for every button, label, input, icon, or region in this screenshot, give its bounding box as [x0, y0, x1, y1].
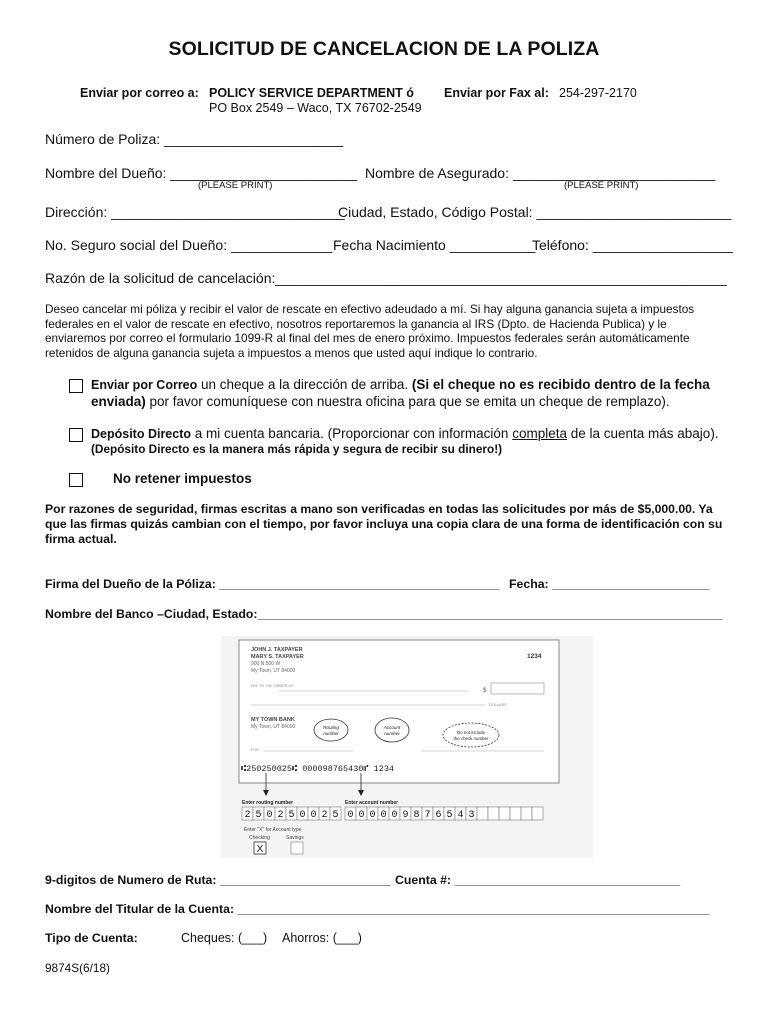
please-print-hint: (PLEASE PRINT) — [564, 180, 639, 191]
savings-box — [291, 842, 303, 854]
mail-check-checkbox[interactable] — [69, 379, 83, 393]
mail-option-warning: (Si el cheque no es recibido dentro de la fecha — [411, 377, 710, 392]
check-number: 1234 — [527, 653, 542, 660]
deposit-option-text2: de la cuenta más abajo). — [566, 426, 719, 441]
account-digit-digit: 0 — [347, 810, 354, 821]
bank-name: MY TOWN BANK — [251, 717, 295, 723]
account-digit-digit: 0 — [391, 810, 398, 821]
account-digit-digit: 4 — [457, 810, 464, 821]
account-digit-box — [499, 807, 510, 820]
page-title: SOLICITUD DE CANCELACION DE LA POLIZA — [168, 38, 600, 60]
account-digit-digit: 8 — [413, 810, 420, 821]
payer-name: MARY S. TAXPAYER — [251, 654, 304, 660]
account-digit-digit: 7 — [424, 810, 431, 821]
account-number-boxes — [345, 807, 543, 821]
account-digit-digit: 0 — [358, 810, 365, 821]
policy-number-field[interactable]: Número de Poliza: _______________________ — [45, 131, 344, 147]
enter-account-label: Enter account number — [345, 800, 399, 806]
savings-option[interactable]: Ahorros: (___) — [282, 931, 362, 945]
checking-label: Checking — [249, 835, 270, 841]
enter-routing-label: Enter routing number — [242, 800, 294, 806]
account-bubble-text: Account number — [383, 725, 401, 736]
amount-box — [491, 683, 544, 694]
bank-address: My Town, UT 84000 — [251, 724, 296, 730]
form-code: 9874S(6/18) — [45, 961, 110, 975]
mail-option-line1 — [91, 377, 710, 392]
account-digit-box — [532, 807, 543, 820]
routing-digit-digit: 5 — [332, 810, 339, 821]
account-type-instructions: Enter "X" for Account type — [244, 827, 302, 833]
mail-option-instructions: por favor comuníquese con nuestra oficina para que se emita un cheque de remplazo). — [145, 394, 670, 409]
routing-digit-digit: 0 — [266, 810, 273, 821]
deposit-note: (Depósito Directo es la manera más rápida y segura de recibir su dinero!) — [91, 442, 503, 456]
checking-mark: X — [256, 844, 264, 855]
dollar-sign: $ — [483, 688, 487, 694]
dob-field[interactable]: Fecha Nacimiento ___________ — [333, 237, 536, 253]
disclosure-paragraph: Deseo cancelar mi póliza y recibir el valor de rescate en efectivo adeudado a mí. Si hay alguna ganancia sujeta a impuestos federales en el valor de rescate en efectivo, nosotros reportaremos la ganancia al IRS (Dpto. de Hacienda Publica) y le enviaremos por correo el formulario 1099-R al final del mes de enero próximo. Impuestos federales serán automáticamente retenidos de alguna ganancia sujeta a impuestos a menos que usted aquí indique lo contrario. — [45, 302, 695, 360]
deposit-option-text: a mi cuenta bancaria. (Proporcionar con información — [191, 426, 513, 441]
city-state-zip-field[interactable]: Ciudad, Estado, Código Postal: _________________________ — [338, 204, 732, 220]
no-check-number-bubble — [443, 723, 499, 747]
fax-label: Enviar por Fax al: — [444, 86, 549, 100]
ssn-field[interactable]: No. Seguro social del Dueño: _____________ — [45, 237, 333, 253]
account-digit-digit: 5 — [446, 810, 453, 821]
account-digit-box — [488, 807, 499, 820]
account-type-label: Tipo de Cuenta: — [45, 931, 138, 945]
account-digit-digit: 0 — [369, 810, 376, 821]
routing-digit-digit: 2 — [244, 810, 251, 821]
account-digit-box — [510, 807, 521, 820]
routing-digit-digit: 5 — [288, 810, 295, 821]
checking-option[interactable]: Cheques: (___) — [181, 931, 268, 945]
account-number-field[interactable]: Cuenta #: _________________________________ — [395, 873, 681, 887]
sample-check-image — [221, 636, 593, 858]
dollars-label: DOLLARS — [489, 703, 507, 707]
deposit-option-title: Depósito Directo — [91, 427, 192, 441]
owner-name-field[interactable]: Nombre del Dueño: ________________________ — [45, 165, 358, 181]
savings-label: Savings — [286, 835, 304, 841]
fax-number: 254-297-2170 — [559, 86, 637, 100]
routing-digit-digit: 2 — [321, 810, 328, 821]
routing-digit-digit: 2 — [277, 810, 284, 821]
please-print-hint: (PLEASE PRINT) — [198, 180, 273, 191]
deposit-option-line1 — [91, 426, 719, 441]
address-field[interactable]: Dirección: ______________________________ — [45, 204, 345, 220]
account-digit-box — [477, 807, 488, 820]
routing-digit-digit: 0 — [299, 810, 306, 821]
department-name: POLICY SERVICE DEPARTMENT ó — [209, 86, 414, 100]
check-body — [239, 640, 559, 783]
mail-option-warning-end: enviada) — [91, 394, 146, 409]
routing-digit-digit: 5 — [255, 810, 262, 821]
no-withholding-label: No retener impuestos — [113, 471, 252, 486]
mail-option-text: un cheque a la dirección de arriba. — [197, 377, 412, 392]
bank-name-field[interactable]: Nombre del Banco –Ciudad, Estado:____________________________________________________________________ — [45, 607, 723, 621]
direct-deposit-checkbox[interactable] — [69, 428, 83, 442]
micr-line: ⑆250250025⑆ 000098765430⑈ 1234 — [241, 764, 395, 774]
routing-digit-digit: 0 — [310, 810, 317, 821]
account-digit-digit: 9 — [402, 810, 409, 821]
mailing-address: PO Box 2549 – Waco, TX 76702-2549 — [209, 101, 422, 115]
account-bubble — [375, 718, 409, 742]
payer-address: My Town, UT 84000 — [251, 668, 296, 674]
reason-field[interactable]: Razón de la solicitud de cancelación:__________________________________________________________ — [45, 270, 727, 286]
no-withholding-checkbox[interactable] — [69, 473, 83, 487]
payer-name: JOHN J. TAXPAYER — [251, 647, 303, 653]
account-digit-digit: 6 — [435, 810, 442, 821]
signature-date-field[interactable]: Fecha: _______________________ — [509, 577, 710, 591]
account-digit-digit: 3 — [468, 810, 475, 821]
routing-number-boxes — [242, 807, 341, 821]
mail-option-line2 — [91, 394, 670, 409]
memo-label: FOR — [251, 748, 260, 752]
deposit-option-underline: completa — [512, 426, 567, 441]
insured-name-field[interactable]: Nombre de Asegurado: __________________________ — [365, 165, 716, 181]
pay-to-label: PAY TO THE ORDER OF — [251, 684, 294, 688]
routing-bubble-text: Routing number — [323, 725, 339, 736]
account-digit-digit: 0 — [380, 810, 387, 821]
routing-number-field[interactable]: 9-digitos de Numero de Ruta: _________________________ — [45, 873, 391, 887]
no-check-number-text: Do not include the check number — [453, 730, 489, 741]
mail-option-title: Enviar por Correo — [91, 378, 198, 392]
account-holder-field[interactable]: Nombre del Titular de la Cuenta: _____________________________________________________________________ — [45, 902, 710, 916]
mail-label: Enviar por correo a: — [80, 86, 199, 100]
security-note: Por razones de seguridad, firmas escritas a mano son verificadas en todas las solicitudes por más de $5,000.00. Ya que las firmas quizás cambian con el tiempo, por favor incluya una copia clara de una forma de identificación con su firma actual. — [45, 502, 723, 546]
owner-signature-field[interactable]: Firma del Dueño de la Póliza: _________________________________________ — [45, 577, 500, 591]
payer-address: 900 N 500 W — [251, 661, 281, 667]
phone-field[interactable]: Teléfono: __________________ — [532, 237, 733, 253]
routing-bubble — [314, 719, 348, 741]
account-digit-box — [521, 807, 532, 820]
